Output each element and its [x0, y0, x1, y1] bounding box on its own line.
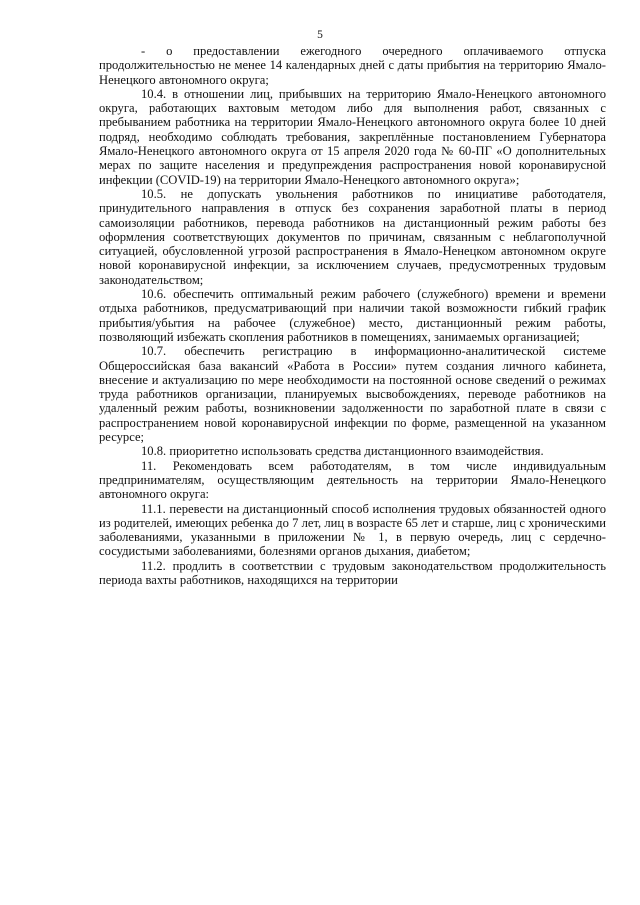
paragraph-10-7: 10.7. обеспечить регистрацию в информационно-аналитической системе Общероссийская база вакансий «Работа в России» путем создания личного кабинета, внесение и актуализацию по мере необходимости на постоянной основе сведений о режимах труда работников организации, планируемых высвобождениях, переводе работников на удаленный режим работы, возникновении задолженности по заработной плате в связи с распространением новой коронавирусной инфекции по форме, размещенной на указанном ресурсе; [99, 344, 606, 445]
paragraph-10-6: 10.6. обеспечить оптимальный режим рабочего (служебного) времени и времени отдыха работников, предусматривающий при наличии такой возможности гибкий график прибытия/убытия на рабочее (служебное) место, дистанционный режим работы, позволяющий избежать скопления работников в помещениях, занимаемых организацией; [99, 287, 606, 344]
document-body [99, 44, 606, 587]
paragraph-11-1: 11.1. перевести на дистанционный способ исполнения трудовых обязанностей одного из родителей, имеющих ребенка до 7 лет, лиц в возрасте 65 лет и старше, лиц с хроническими заболеваниями, указанными в приложении № 1, в первую очередь, лиц с сердечно-сосудистыми заболеваниями, болезнями органов дыхания, диабетом; [99, 501, 606, 559]
paragraph-10-8: 10.8. приоритетно использовать средства дистанционного взаимодействия. [141, 444, 544, 459]
paragraph-10-5: 10.5. не допускать увольнения работников по инициативе работодателя, принудительного направления в отпуск без сохранения заработной платы в период самоизоляции работников, перевода работников на дистанционный режим работы без оформления соответствующих документов по причинам, связанным с неблагополучной ситуацией, обусловленной угрозой распространения в Ямало-Ненецком автономном округе новой коронавирусной инфекции, за исключением случаев, предусмотренных трудовым законодательством; [99, 186, 606, 287]
paragraph-10-4: 10.4. в отношении лиц, прибывших на территорию Ямало-Ненецкого автономного округа, работающих вахтовым методом либо для выполнения работ, связанных с пребыванием работника на территории Ямало-Ненецкого автономного округа более 10 дней подряд, необходимо соблюдать требования, закреплённые постановлением Губернатора Ямало-Ненецкого автономного округа от 15 апреля 2020 года № 60-ПГ «О дополнительных мерах по защите населения и предупреждения распространения новой коронавирусной инфекции (COVID-19) на территории Ямало-Ненецкого автономного округа»; [99, 86, 606, 187]
paragraph-vacation-leave: - о предоставлении ежегодного очередного оплачиваемого отпуска продолжительностью не менее 14 календарных дней с даты прибытия на территорию Ямало-Ненецкого автономного округа; [99, 44, 606, 87]
paragraph-11: 11. Рекомендовать всем работодателям, в том числе индивидуальным предпринимателям, осуществляющим деятельность на территории Ямало-Ненецкого автономного округа: [99, 458, 606, 502]
paragraph-11-2: 11.2. продлить в соответствии с трудовым законодательством продолжительность периода вахты работников, находящихся на территории [99, 558, 606, 587]
page-number: 5 [317, 29, 323, 41]
